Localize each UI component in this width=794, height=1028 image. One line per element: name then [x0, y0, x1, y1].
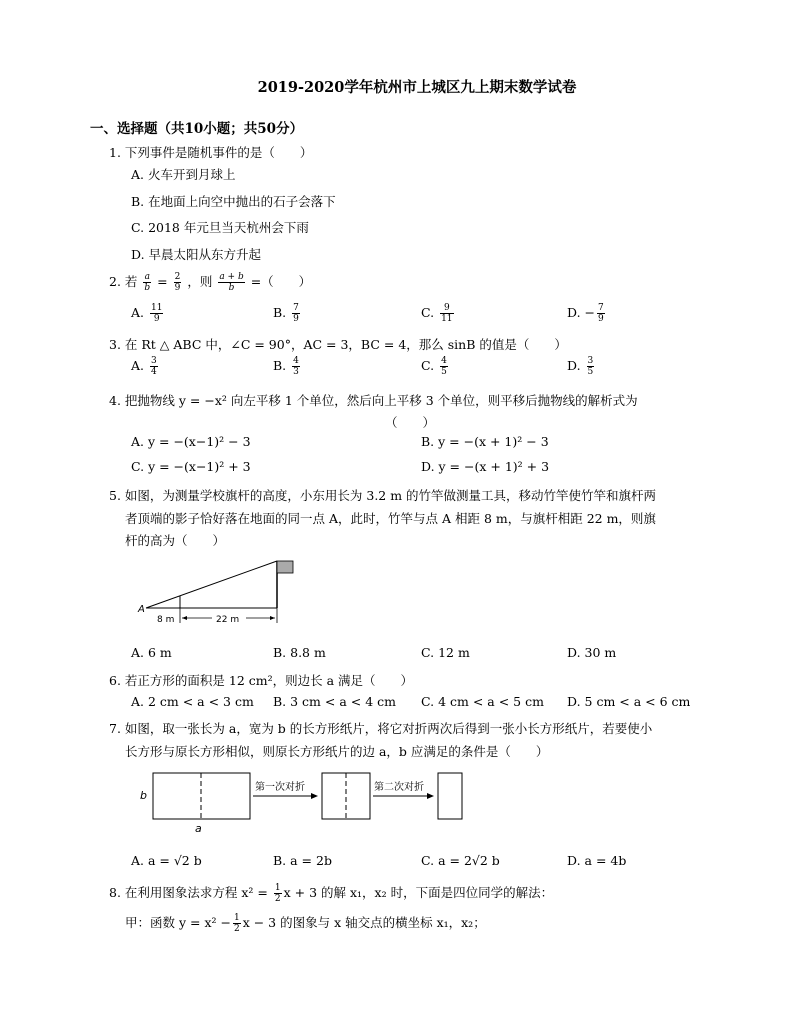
q2-prefix: 2. 若: [109, 274, 138, 289]
q4-option-a: A. y = −(x−1)² − 3: [131, 434, 251, 449]
fold-1-label: 第一次对折: [255, 782, 305, 793]
q5-option-d: D. 30 m: [567, 645, 617, 660]
section-heading: 一、选择题（共10小题；共50分）: [90, 121, 304, 137]
q3-option-c: C. $\frac{4}{5}$: [421, 356, 447, 377]
page-title: 2019-2020学年杭州市上城区九上期末数学试卷: [257, 79, 577, 96]
q4-option-b: B. y = −(x + 1)² − 3: [421, 434, 549, 449]
q2-cond-fraction: $\frac{a}{b}$: [144, 272, 151, 293]
question-7-line-1: 7. 如图，取一张长为 a，宽为 b 的长方形纸片，将它对折两次后得到一张小长方形纸片，若要使小: [109, 721, 653, 736]
q1-option-a: A. 火车开到月球上: [131, 167, 236, 182]
q3-option-b: B. $\frac{4}{3}$: [273, 356, 299, 377]
question-8-stem: 8. 在利用图象法求方程 x² = $\frac{1}{2}$ x + 3 的解 x₁，x₂ 时，下面是四位同学的解法：: [109, 883, 554, 904]
q2-cond-value: $\frac{2}{9}$: [174, 272, 181, 293]
q7-option-b: B. a = 2b: [273, 853, 332, 868]
q1-option-d: D. 早晨太阳从东方升起: [131, 247, 262, 262]
q6-option-c: C. 4 cm < a < 5 cm: [421, 694, 544, 709]
q2-option-d: D. − $\frac{7}{9}$: [567, 303, 604, 324]
q8-solution-jia: 甲：函数 y = x² − $\frac{1}{2}$ x − 3 的图象与 x 轴交点的横坐标 x₁，x₂；: [125, 913, 486, 934]
q2-ask-fraction: $\frac{a + b}{b}$: [219, 272, 244, 293]
question-3-stem: 3. 在 Rt △ ABC 中，∠C = 90°，AC = 3，BC = 4，那么 sinB 的值是（ ）: [109, 337, 567, 352]
q2-option-b: B. $\frac{7}{9}$: [273, 303, 299, 324]
flagpole-figure: [130, 555, 310, 630]
question-2-stem: [109, 272, 311, 293]
q5-option-b: B. 8.8 m: [273, 645, 326, 660]
q7-option-a: A. a = √2 b: [131, 853, 202, 868]
half-rectangle: [322, 773, 370, 819]
sight-line: [146, 561, 277, 608]
q2-cond-eq: =: [157, 274, 168, 289]
q6-option-b: B. 3 cm < a < 4 cm: [273, 694, 396, 709]
q3-option-d: D. $\frac{3}{5}$: [567, 356, 594, 377]
side-b-label: b: [140, 789, 147, 802]
question-5-line-1: 5. 如图，为测量学校旗杆的高度，小东用长为 3.2 m 的竹竿做测量工具，移动竹竿使竹竿和旗杆两: [109, 488, 657, 503]
flag-shape: [277, 561, 293, 573]
dist-8m-label: 8 m: [157, 615, 175, 625]
arrowhead-left: [182, 616, 187, 620]
arrowhead-right: [270, 616, 275, 620]
question-6-stem: 6. 若正方形的面积是 12 cm²，则边长 a 满足（ ）: [109, 673, 414, 688]
dist-22m-label: 22 m: [216, 615, 240, 625]
question-4-stem: 4. 把抛物线 y = −x² 向左平移 1 个单位，然后向上平移 3 个单位，则平移后抛物线的解析式为: [109, 393, 638, 408]
q2-suffix: =（ ）: [250, 274, 312, 289]
q2-option-c: C. $\frac{9}{11}$: [421, 303, 453, 324]
q3-option-a: A. $\frac{3}{4}$: [131, 356, 157, 377]
question-7-line-2: 长方形与原长方形相似，则原长方形纸片的边 a，b 应满足的条件是（ ）: [125, 744, 549, 759]
fold-2-label: 第二次对折: [374, 782, 424, 793]
fold-figure: [135, 768, 470, 836]
arrowhead-1: [311, 793, 318, 799]
q4-option-d: D. y = −(x + 1)² + 3: [421, 459, 550, 474]
question-5-line-2: 者顶端的影子恰好落在地面的同一点 A，此时，竹竿与点 A 相距 8 m，与旗杆相距 22 m，则旗: [125, 511, 656, 526]
q6-option-d: D. 5 cm < a < 6 cm: [567, 694, 691, 709]
arrowhead-2: [427, 793, 434, 799]
q2-mid: ，则: [187, 274, 213, 289]
original-rectangle: [153, 773, 250, 819]
q5-option-c: C. 12 m: [421, 645, 470, 660]
q4-option-c: C. y = −(x−1)² + 3: [131, 459, 251, 474]
q1-option-c: C. 2018 年元旦当天杭州会下雨: [131, 220, 309, 235]
question-1-stem: 1. 下列事件是随机事件的是（ ）: [109, 145, 313, 160]
point-a-label: A: [138, 604, 145, 615]
q7-option-c: C. a = 2√2 b: [421, 853, 500, 868]
q5-option-a: A. 6 m: [131, 645, 172, 660]
q7-option-d: D. a = 4b: [567, 853, 627, 868]
question-5-line-3: 杆的高为（ ）: [125, 533, 226, 548]
q4-answer-paren: （ ）: [385, 415, 436, 430]
side-a-label: a: [195, 822, 202, 835]
q1-option-b: B. 在地面上向空中抛出的石子会落下: [131, 194, 336, 209]
q6-option-a: A. 2 cm < a < 3 cm: [131, 694, 254, 709]
quarter-rectangle: [438, 773, 462, 819]
q2-option-a: A. $\frac{11}{9}$: [131, 303, 163, 324]
